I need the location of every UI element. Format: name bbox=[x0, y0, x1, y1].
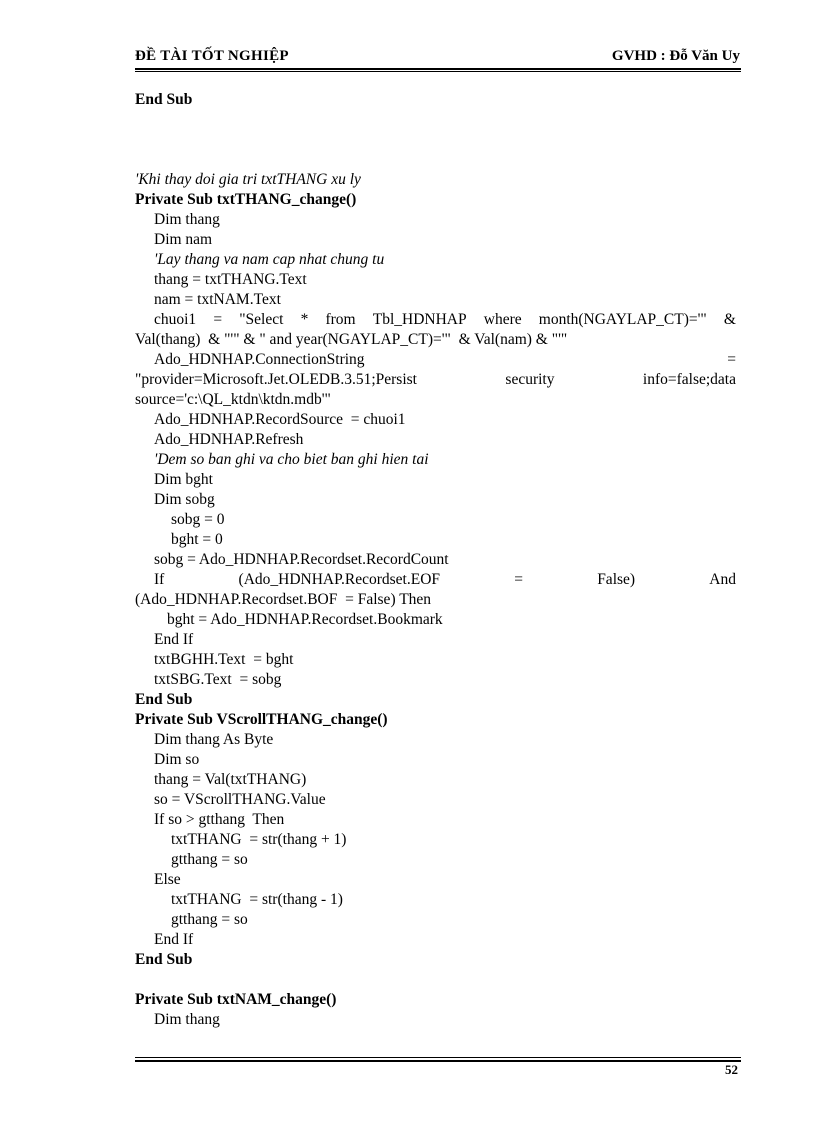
code-line-justified bbox=[135, 350, 736, 370]
code-line: nam = txtNAM.Text bbox=[154, 291, 281, 308]
code-line: so = VScrollTHANG.Value bbox=[154, 791, 326, 808]
code-listing bbox=[135, 90, 736, 1030]
code-line: bght = Ado_HDNHAP.Recordset.Bookmark bbox=[167, 611, 443, 628]
code-token: Tbl_HDNHAP bbox=[372, 311, 467, 328]
code-token: * bbox=[300, 311, 309, 328]
code-line: If so > gtthang Then bbox=[154, 811, 285, 828]
code-line: thang = txtTHANG.Text bbox=[154, 271, 307, 288]
code-token: Ado_HDNHAP.ConnectionString bbox=[154, 351, 365, 368]
code-line: Dim bght bbox=[154, 471, 213, 488]
blank-line bbox=[135, 970, 736, 990]
code-line: Private Sub txtNAM_change() bbox=[135, 991, 337, 1008]
code-line-justified bbox=[135, 570, 736, 590]
code-line: Else bbox=[154, 871, 181, 888]
code-line: End Sub bbox=[135, 951, 193, 968]
code-line: (Ado_HDNHAP.Recordset.BOF = False) Then bbox=[135, 591, 432, 608]
code-token: security bbox=[505, 371, 555, 388]
code-line: End If bbox=[154, 631, 194, 648]
code-line-justified bbox=[135, 310, 736, 330]
code-line: Dim nam bbox=[154, 231, 213, 248]
code-line: txtBGHH.Text = bght bbox=[154, 651, 294, 668]
code-token: month(NGAYLAP_CT)='" bbox=[538, 311, 707, 328]
code-token: (Ado_HDNHAP.Recordset.EOF bbox=[238, 571, 441, 588]
code-token: "provider=Microsoft.Jet.OLEDB.3.51;Persist bbox=[135, 371, 417, 388]
footer-divider bbox=[135, 1060, 741, 1062]
code-comment: 'Khi thay doi gia tri txtTHANG xu ly bbox=[135, 171, 361, 188]
code-line: Val(thang) & "'" & " and year(NGAYLAP_CT)='" & Val(nam) & "'" bbox=[135, 331, 568, 348]
header-divider bbox=[135, 68, 741, 70]
blank-line bbox=[135, 150, 736, 170]
code-line: thang = Val(txtTHANG) bbox=[154, 771, 307, 788]
code-line-justified bbox=[135, 370, 736, 390]
code-line: End Sub bbox=[135, 91, 193, 108]
blank-line bbox=[135, 130, 736, 150]
advisor-name: GVHD : Đỗ Văn Uy bbox=[611, 48, 740, 64]
header-divider-thin bbox=[135, 71, 741, 72]
code-line: sobg = Ado_HDNHAP.Recordset.RecordCount bbox=[154, 551, 449, 568]
code-token: = bbox=[514, 571, 523, 588]
code-comment: 'Lay thang va nam cap nhat chung tu bbox=[154, 251, 385, 268]
code-line: End If bbox=[154, 931, 194, 948]
footer-divider-thin bbox=[135, 1057, 741, 1058]
code-line: Dim thang As Byte bbox=[154, 731, 274, 748]
code-token: chuoi1 bbox=[154, 311, 197, 328]
code-line: Dim thang bbox=[154, 211, 220, 228]
code-line: sobg = 0 bbox=[171, 511, 225, 528]
blank-line bbox=[135, 110, 736, 130]
code-line: txtTHANG = str(thang + 1) bbox=[171, 831, 347, 848]
code-token: from bbox=[325, 311, 356, 328]
code-line: Dim so bbox=[154, 751, 200, 768]
code-line: gtthang = so bbox=[171, 911, 248, 928]
code-token: False) bbox=[597, 571, 636, 588]
code-token: And bbox=[709, 571, 736, 588]
code-token: where bbox=[483, 311, 522, 328]
code-line: Ado_HDNHAP.RecordSource = chuoi1 bbox=[154, 411, 406, 428]
code-line: source='c:\QL_ktdn\ktdn.mdb'" bbox=[135, 391, 331, 408]
code-line: txtTHANG = str(thang - 1) bbox=[171, 891, 343, 908]
code-token: "Select bbox=[239, 311, 284, 328]
code-comment: 'Dem so ban ghi va cho biet ban ghi hien tai bbox=[154, 451, 429, 468]
code-line: Private Sub txtTHANG_change() bbox=[135, 191, 357, 208]
code-token: If bbox=[154, 571, 165, 588]
code-line: End Sub bbox=[135, 691, 193, 708]
code-line: Ado_HDNHAP.Refresh bbox=[154, 431, 304, 448]
code-token: info=false;data bbox=[642, 371, 736, 388]
code-line: gtthang = so bbox=[171, 851, 248, 868]
code-token: = bbox=[727, 351, 736, 368]
code-line: txtSBG.Text = sobg bbox=[154, 671, 282, 688]
code-token: & bbox=[723, 311, 736, 328]
thesis-title: ĐỀ TÀI TỐT NGHIỆP bbox=[135, 48, 289, 64]
code-token: = bbox=[213, 311, 223, 328]
code-line: Private Sub VScrollTHANG_change() bbox=[135, 711, 388, 728]
code-line: Dim thang bbox=[154, 1011, 220, 1028]
code-line: bght = 0 bbox=[171, 531, 223, 548]
code-line: Dim sobg bbox=[154, 491, 215, 508]
page-number: 52 bbox=[725, 1062, 738, 1077]
page-header bbox=[135, 48, 740, 68]
